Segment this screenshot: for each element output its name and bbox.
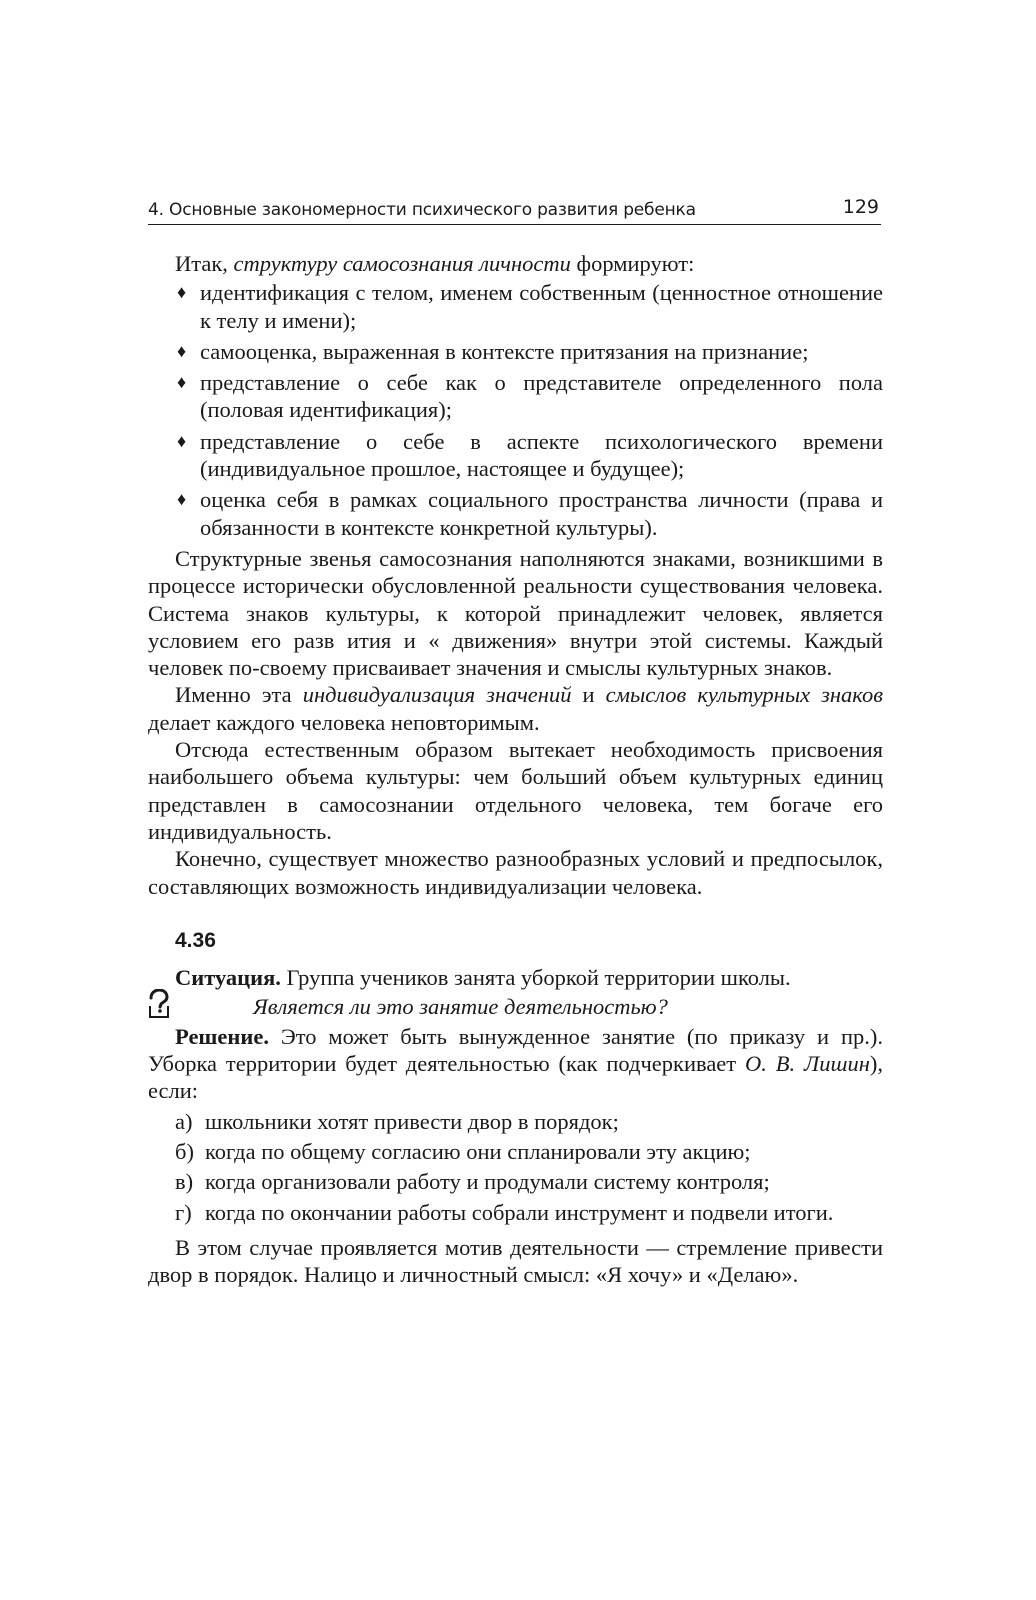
question-row [148,993,883,1020]
p2-lead: Именно эта [175,682,303,708]
running-header [148,198,881,225]
question-mark-icon [148,989,170,1019]
section-number: 4.36 [175,928,216,952]
bullet-text: оценка себя в рамках социального пространства личности (права и обязанности в контексте конкретной культуры). [200,487,883,540]
list-marker: а) [175,1108,193,1134]
solution-author: О. В. Лишин [745,1051,870,1077]
intro-lead: Итак, [175,251,234,276]
diamond-bullet-icon: ♦ [177,282,187,303]
conclusion-paragraph: В этом случае проявляется мотив деятельности — стремление привести двор в порядок. Налицо и личностный смысл: «Я хочу» и «Делаю». [148,1234,883,1288]
diamond-bullet-icon: ♦ [177,340,187,361]
solution-text: Это может быть вынужденное занятие (по приказу и пр.). Уборка территории будет деятельностью (как подчеркивает [148,1023,883,1077]
p2-mid: и [571,682,606,708]
bullet-list [148,279,883,541]
diamond-bullet-icon: ♦ [177,489,187,510]
paragraph-conditions: Конечно, существует множество разнообразных условий и предпосылок, составляющих возможность индивидуализации человека. [148,846,883,899]
solution-label: Решение. [175,1023,269,1049]
situation-text: Группа учеников занята уборкой территории школы. [280,965,791,991]
situation-label: Ситуация. [175,965,281,991]
list-marker: в) [175,1169,194,1195]
list-item-text: когда организовали работу и продумали систему контроля; [205,1169,770,1195]
bullet-item [148,279,883,334]
p2-emphasis-2: смыслов культурных знаков [605,682,883,708]
intro-tail: формируют: [570,251,695,276]
list-item-text: когда по окончании работы собрали инструмент и подвели итоги. [205,1199,834,1225]
bullet-text: представление о себе как о представителе определенного пола (половая идентификация); [200,370,883,423]
list-item [148,1108,883,1135]
page-body [148,250,883,1288]
running-title: 4. Основные закономерности психического развития ребенка [148,200,696,220]
paragraph-structural-links: Структурные звенья самосознания наполняются знаками, возникшими в процессе исторически обусловленной реальности существования человека. Система знаков культуры, к которой принадлежит человек, является условием его разв ития и « движения» внутри этой системы. Каждый человек по-своему присваивает значения и смыслы культурных знаков. [148,545,883,681]
diamond-bullet-icon: ♦ [177,372,187,393]
bullet-item [148,428,883,483]
p2-emphasis-1: индивидуализация значений [302,682,572,708]
bullet-item [148,369,883,424]
list-marker: б) [175,1138,194,1164]
paragraph-culture: Отсюда естественным образом вытекает необходимость присвоения наибольшего объема культуры: чем больший объем культурных единиц представлен в самосознании отдельного человека, тем богаче его индивидуальность. [148,737,883,844]
conditions-list [148,1108,883,1226]
bullet-text: представление о себе в аспекте психологического времени (индивидуальное прошлое, настоящее и будущее); [200,428,883,482]
list-item-text: когда по общему согласию они спланировали эту акцию; [205,1138,751,1164]
bullet-text: самооценка, выраженная в контексте притязания на признание; [200,338,809,364]
p2-tail: делает каждого человека неповторимым. [148,709,540,735]
bullet-text: идентификация с телом, именем собственным (ценностное отношение к телу и имени); [200,280,883,333]
intro-paragraph [148,250,883,277]
question-text: Является ли это занятие деятельностью? [253,994,668,1020]
list-item [148,1199,883,1226]
situation-paragraph [148,964,883,991]
solution-tail: ), если: [148,1051,883,1104]
page-number: 129 [842,196,879,218]
intro-emphasis: структуру самосознания личности [233,251,571,276]
bullet-item [148,486,883,541]
list-item-text: школьники хотят привести двор в порядок; [205,1108,619,1134]
list-item [148,1138,883,1165]
solution-paragraph [148,1023,883,1105]
list-marker: г) [175,1199,192,1225]
diamond-bullet-icon: ♦ [177,430,187,451]
list-item [148,1168,883,1195]
bullet-item [148,338,883,365]
paragraph-individualization [148,681,883,736]
